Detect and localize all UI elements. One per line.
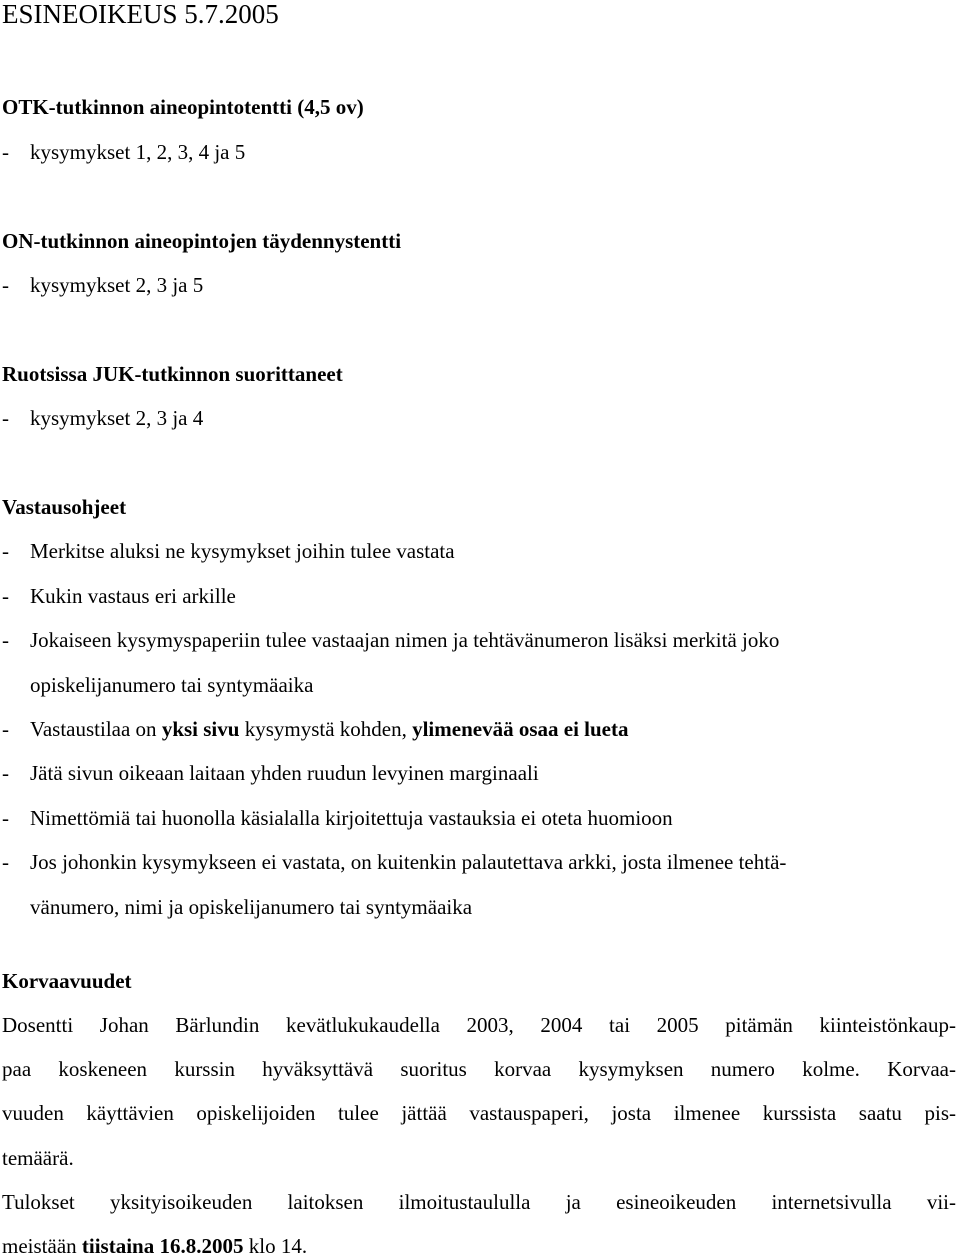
instruction-text: kysymystä kohden, (239, 717, 413, 741)
instruction-item (2, 805, 673, 831)
juk-item (2, 405, 203, 431)
results-date: tiistaina 16.8.2005 (81, 1234, 244, 1258)
instruction-item (2, 627, 779, 653)
dash-marker: - (2, 806, 9, 830)
otk-item (2, 139, 245, 165)
substitutions-line-last: temäärä. (2, 1146, 74, 1170)
instruction-item (2, 716, 628, 742)
instruction-text: Vastaustilaa on (30, 717, 162, 741)
on-item (2, 272, 203, 298)
dash-marker: - (2, 406, 9, 430)
dash-marker: - (2, 850, 9, 874)
results-line-last (2, 1233, 307, 1259)
substitutions-line (2, 1056, 956, 1082)
instruction-text: Jätä sivun oikeaan laitaan yhden ruudun levyinen marginaali (30, 761, 539, 785)
instruction-item (2, 583, 236, 609)
results-text: meistään (2, 1234, 82, 1258)
results-text: Tulokset yksityisoikeuden laitoksen ilmoitustaululla ja esineoikeuden internetsivulla vii- (2, 1190, 956, 1214)
document-title: ESINEOIKEUS 5.7.2005 (2, 0, 279, 29)
substitutions-line (2, 1100, 956, 1126)
instruction-text: Jos johonkin kysymykseen ei vastata, on kuitenkin palautettava arkki, josta ilmenee tehtä- (30, 850, 787, 874)
instruction-text: Nimettömiä tai huonolla käsialalla kirjoitettuja vastauksia ei oteta huomioon (30, 806, 673, 830)
substitutions-text: vuuden käyttävien opiskelijoiden tulee jättää vastauspaperi, josta ilmenee kurssista saatu pis- (2, 1101, 956, 1125)
otk-heading: OTK-tutkinnon aineopintotentti (4,5 ov) (2, 95, 364, 119)
on-heading: ON-tutkinnon aineopintojen täydennystentti (2, 229, 402, 253)
otk-item-text: kysymykset 1, 2, 3, 4 ja 5 (30, 140, 246, 164)
instruction-continuation: opiskelijanumero tai syntymäaika (30, 673, 314, 697)
instruction-emphasis: yksi sivu (161, 717, 240, 741)
instruction-text: Jokaiseen kysymyspaperiin tulee vastaajan nimen ja tehtävänumeron lisäksi merkitä joko (30, 628, 780, 652)
instruction-emphasis: ylimenevää osaa ei lueta (412, 717, 629, 741)
instruction-item (2, 760, 539, 786)
dash-marker: - (2, 628, 9, 652)
substitutions-line (2, 1012, 956, 1038)
dash-marker: - (2, 539, 9, 563)
instructions-heading: Vastausohjeet (2, 495, 127, 519)
juk-heading: Ruotsissa JUK-tutkinnon suorittaneet (2, 362, 343, 386)
instruction-text: Kukin vastaus eri arkille (30, 584, 236, 608)
results-text: klo 14. (243, 1234, 308, 1258)
dash-marker: - (2, 140, 9, 164)
substitutions-heading: Korvaavuudet (2, 969, 132, 993)
instruction-item (2, 538, 455, 564)
dash-marker: - (2, 273, 9, 297)
substitutions-text: Dosentti Johan Bärlundin kevätlukukaudella 2003, 2004 tai 2005 pitämän kiinteistönkaup- (2, 1013, 956, 1037)
juk-item-text: kysymykset 2, 3 ja 4 (30, 406, 204, 430)
substitutions-text: paa koskeneen kurssin hyväksyttävä suoritus korvaa kysymyksen numero kolme. Korvaa- (2, 1057, 956, 1081)
dash-marker: - (2, 717, 9, 741)
dash-marker: - (2, 584, 9, 608)
on-item-text: kysymykset 2, 3 ja 5 (30, 273, 204, 297)
instruction-item (2, 849, 786, 875)
dash-marker: - (2, 761, 9, 785)
results-line (2, 1189, 956, 1215)
instruction-continuation: vänumero, nimi ja opiskelijanumero tai syntymäaika (30, 895, 473, 919)
instruction-text: Merkitse aluksi ne kysymykset joihin tulee vastata (30, 539, 455, 563)
